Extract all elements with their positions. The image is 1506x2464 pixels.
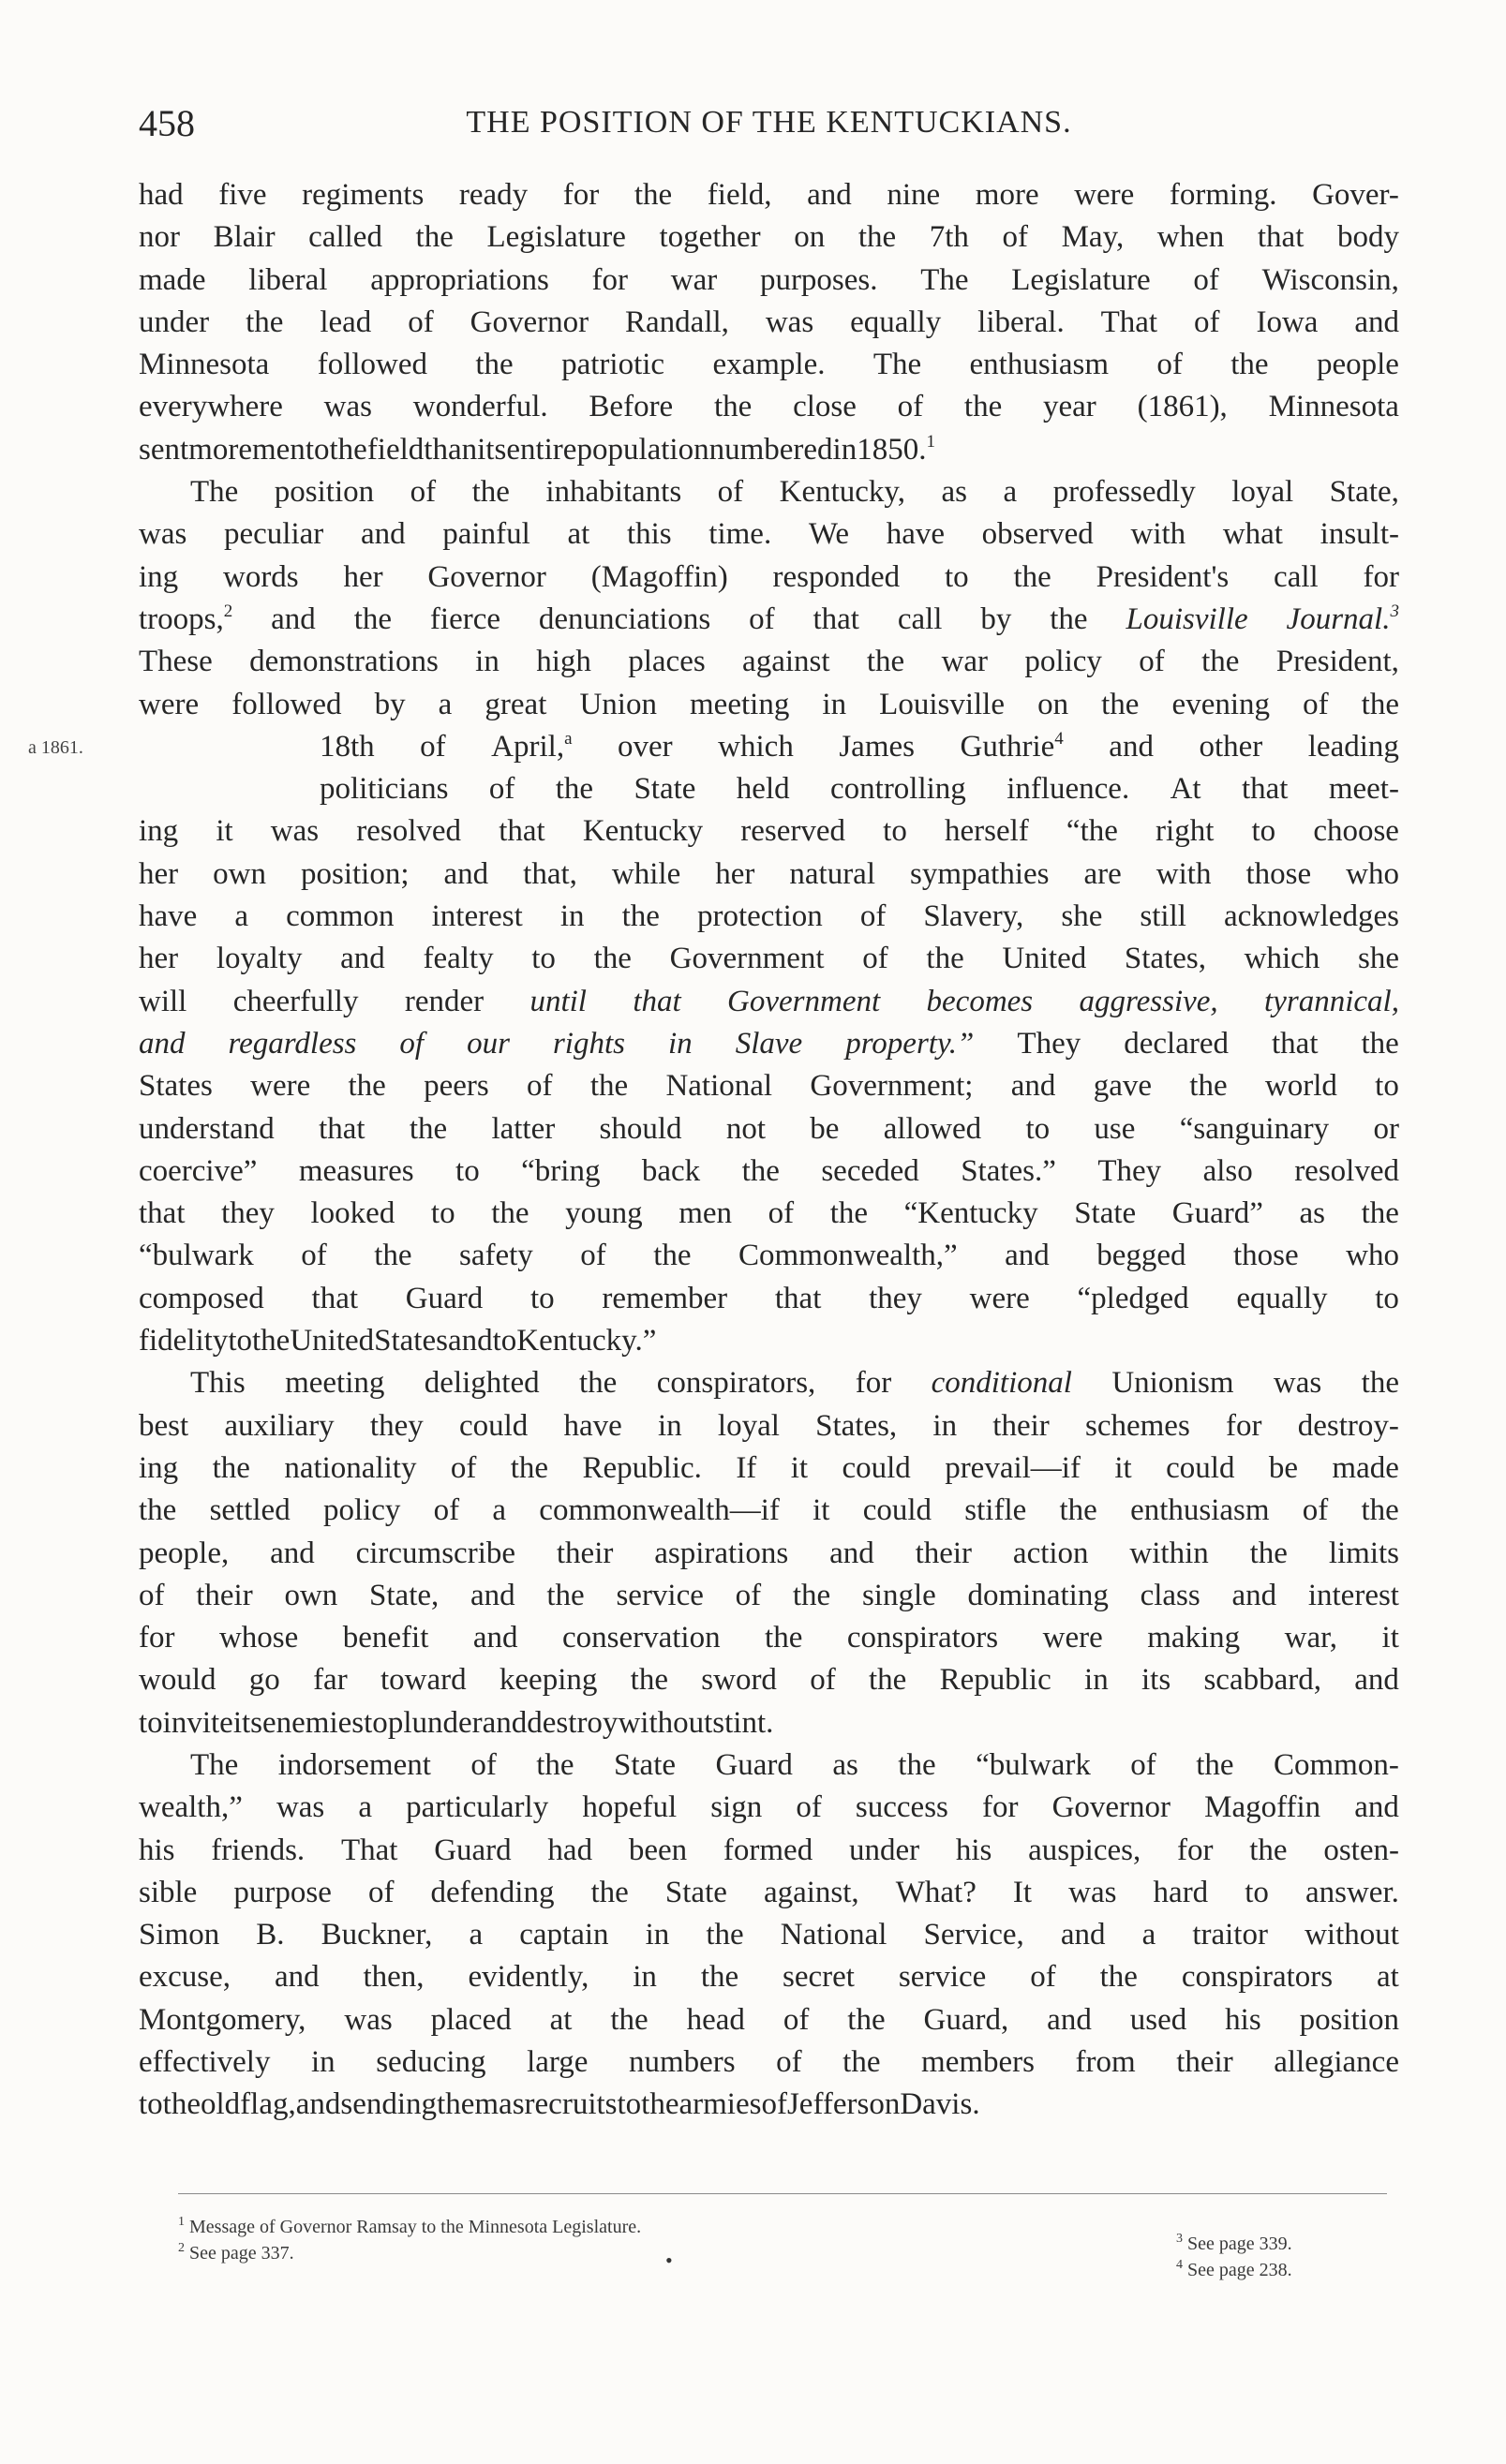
text-line: The indorsement of the State Guard as the “bulwark of the Common- <box>190 1747 1399 1782</box>
text-line: for whose benefit and conservation the conspirators were making war, it <box>139 1621 1399 1655</box>
text-line: her loyalty and fealty to the Government of the United States, which she <box>139 942 1399 976</box>
text-line: under the lead of Governor Randall, was equally liberal. That of Iowa and <box>139 304 1399 339</box>
text-line: was peculiar and painful at this time. We have observed with what insult- <box>139 517 1399 552</box>
text-line: politicians of the State held controlling influence. At that meet- <box>320 772 1399 807</box>
footnote-2: $^2$ See page 337. <box>178 2241 294 2264</box>
text-line: Simon B. Buckner, a captain in the National Service, and a traitor without <box>139 1918 1399 1952</box>
text-line: made liberal appropriations for war purposes. The Legislature of Wisconsin, <box>139 262 1399 297</box>
footnote-1: $^1$ Message of Governor Ramsay to the Minnesota Legislature. <box>178 2215 642 2237</box>
text-line: fidelity to the United States and to Kentucky.” <box>139 1324 657 1358</box>
text-line: composed that Guard to remember that they were “pledged equally to <box>139 1281 1399 1315</box>
text-line: troops,$^2$ and the fierce denunciations of that call by the Louisville Journal.$^3$ <box>139 601 1399 636</box>
text-line: sent more men to the field than its entire population numbered in 1850.$^1$ <box>139 431 935 467</box>
text-line: The position of the inhabitants of Kentucky, as a professedly loyal State, <box>190 475 1399 510</box>
margin-note: a 1861. <box>28 736 83 758</box>
text-line: people, and circumscribe their aspirations and their action within the limits <box>139 1536 1399 1570</box>
footnote-4: $^4$ See page 238. <box>1176 2258 1292 2280</box>
text-line: her own position; and that, while her natural sympathies are with those who <box>139 856 1399 891</box>
text-line: wealth,” was a particularly hopeful sign of success for Governor Magoffin and <box>139 1790 1399 1825</box>
page-header <box>139 101 1399 148</box>
text-line: nor Blair called the Legislature together on the 7th of May, when that body <box>139 220 1399 255</box>
footnotes <box>178 2215 1396 2318</box>
text-line: ing words her Governor (Magoffin) responded to the President's call for <box>139 559 1399 594</box>
text-line: and regardless of our rights in Slave property.” They declared that the <box>139 1026 1399 1061</box>
text-line: Minnesota followed the patriotic example. The enthusiasm of the people <box>139 348 1399 382</box>
text-line: would go far toward keeping the sword of the Republic in its scabbard, and <box>139 1663 1399 1698</box>
text-line: understand that the latter should not be allowed to use “sanguinary or <box>139 1111 1399 1146</box>
text-line: had five regiments ready for the field, and nine more were forming. Gover- <box>139 178 1399 212</box>
text-line: have a common interest in the protection of Slavery, she still acknowledges <box>139 899 1399 934</box>
text-line: coercive” measures to “bring back the seceded States.” They also resolved <box>139 1153 1399 1188</box>
text-line: best auxiliary they could have in loyal States, in their schemes for destroy- <box>139 1408 1399 1443</box>
text-line: 18th of April,$^a$ over which James Guthrie$^4$ and other leading <box>320 728 1399 764</box>
footnote-rule <box>178 2193 1387 2194</box>
body-text <box>139 174 1399 2127</box>
text-line: ing it was resolved that Kentucky reserved to herself “the right to choose <box>139 814 1399 849</box>
text-line: This meeting delighted the conspirators, for conditional Unionism was the <box>190 1366 1399 1401</box>
text-line: These demonstrations in high places against the war policy of the President, <box>139 645 1399 679</box>
running-head: THE POSITION OF THE KENTUCKIANS. <box>466 105 1072 140</box>
text-line: “bulwark of the safety of the Commonwealth,” and begged those who <box>139 1239 1399 1273</box>
text-line: were followed by a great Union meeting in Louisville on the evening of the <box>139 687 1399 721</box>
footnote-bullet: • <box>665 2249 673 2272</box>
text-line: to the old flag, and sending them as recruits to the armies of Jefferson Davis. <box>139 2087 980 2122</box>
text-line: effectively in seducing large numbers of the members from their allegiance <box>139 2045 1399 2080</box>
text-line: the settled policy of a commonwealth—if it could stifle the enthusiasm of the <box>139 1493 1399 1528</box>
text-line: will cheerfully render until that Government becomes aggressive, tyrannical, <box>139 984 1399 1018</box>
text-line: sible purpose of defending the State against, What? It was hard to answer. <box>139 1875 1399 1909</box>
text-line: States were the peers of the National Government; and gave the world to <box>139 1069 1399 1104</box>
text-line: excuse, and then, evidently, in the secret service of the conspirators at <box>139 1960 1399 1995</box>
text-line: that they looked to the young men of the “Kentucky State Guard” as the <box>139 1196 1399 1231</box>
text-line: everywhere was wonderful. Before the close of the year (1861), Minnesota <box>139 390 1399 424</box>
footnote-3: $^3$ See page 339. <box>1176 2232 1292 2254</box>
text-line: of their own State, and the service of the single dominating class and interest <box>139 1578 1399 1612</box>
text-line: to invite its enemies to plunder and destroy without stint. <box>139 1705 774 1740</box>
page-number: 458 <box>139 102 195 144</box>
text-line: ing the nationality of the Republic. If it could prevail—if it could be made <box>139 1450 1399 1485</box>
text-line: Montgomery, was placed at the head of the Guard, and used his position <box>139 2002 1399 2037</box>
text-line: his friends. That Guard had been formed under his auspices, for the osten- <box>139 1833 1399 1867</box>
